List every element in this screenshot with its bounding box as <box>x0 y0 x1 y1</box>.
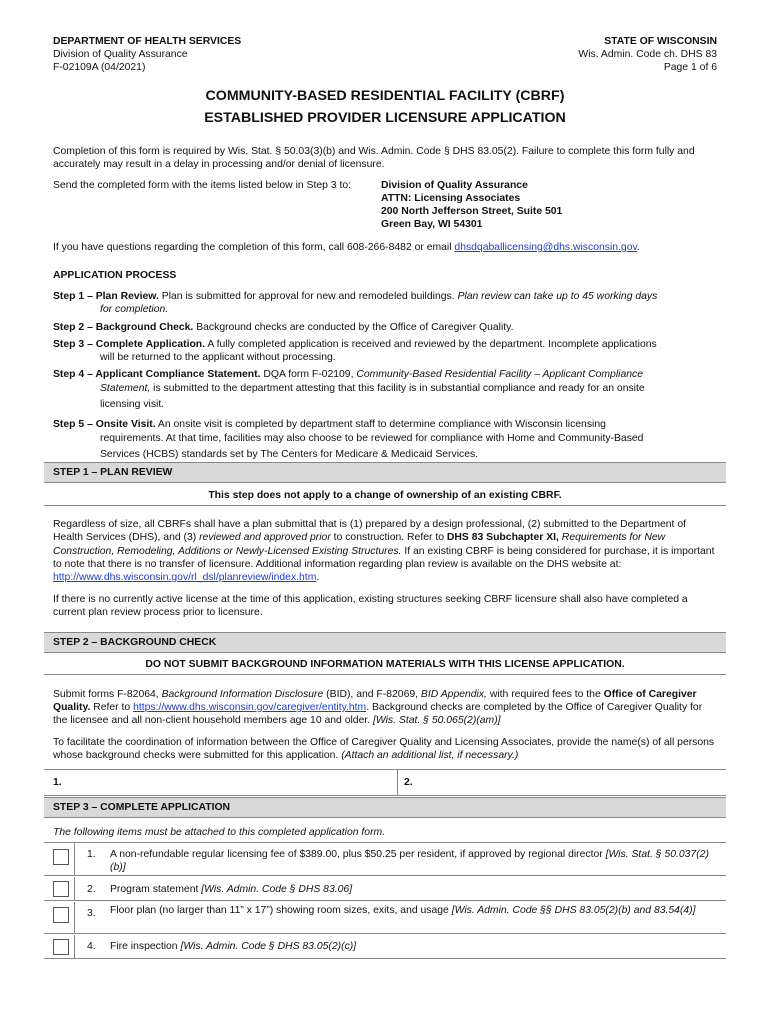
text-italic: (Attach an additional list, if necessary.) <box>341 750 519 761</box>
step-text-italic: Statement, <box>100 383 151 394</box>
step2-section-header: STEP 2 – BACKGROUND CHECK <box>44 632 726 653</box>
step-text: will be returned to the applicant without processing. <box>100 352 336 363</box>
citation: [Wis. Stat. § 50.037(2)(b)] <box>110 849 709 873</box>
name-label: 2. <box>404 777 413 788</box>
text: Floor plan (no larger than 11” x 17”) showing room sizes, exits, and usage <box>110 905 452 916</box>
item-text <box>110 904 720 917</box>
questions-suffix: . <box>636 242 640 253</box>
attachment-item <box>44 843 726 876</box>
division-name: Division of Quality Assurance <box>53 49 188 60</box>
step-text: DQA form F-02109, <box>260 369 357 380</box>
address-line: 200 North Jefferson Street, Suite 501 <box>381 206 563 217</box>
step1-section-header: STEP 1 – PLAN REVIEW <box>44 462 726 483</box>
text: Program statement <box>110 884 202 895</box>
citation: [Wis. Admin. Code §§ DHS 83.05(2)(b) and 83.54(4)] <box>451 905 696 916</box>
completion-notice: Completion of this form is required by Wis. Stat. § 50.03(3)(b) and Wis. Admin. Code § DHS 83.05(2). Failure to complete this form fully and accurately may result in a delay in processing and/or denial of licensure. <box>53 146 695 170</box>
text: If an existing CBRF is being considered for purchase, it is important to note that there is no transfer of licensure. Additional information regarding plan review is available on the DHS website at: <box>53 545 715 570</box>
caregiver-link[interactable]: https://www.dhs.wisconsin.gov/caregiver/entity.htm <box>133 702 367 713</box>
department-name: DEPARTMENT OF HEALTH SERVICES <box>53 36 242 47</box>
process-step-1 <box>53 290 717 316</box>
background-names-instructions <box>53 736 717 762</box>
text: Regardless of size, all CBRFs shall have a plan submittal that is (1) prepared by a design professional, (2) submitted to the Department of Health Services (DHS), and (3) <box>53 519 686 544</box>
process-step-5 <box>53 418 717 463</box>
item-number: 3. <box>87 908 96 919</box>
name-field-2[interactable] <box>404 770 722 795</box>
cell-divider <box>397 770 398 795</box>
step-text: A fully completed application is received and reviewed by the department. Incomplete applications <box>205 339 657 350</box>
attachment-item <box>44 877 726 901</box>
step-text-italic: Community-Based Residential Facility – Applicant Compliance <box>356 369 643 380</box>
text: . <box>316 572 320 584</box>
step3-section-header: STEP 3 – COMPLETE APPLICATION <box>44 797 726 818</box>
step-text: is submitted to the department attesting that this facility is in substantial compliance and ready for an onsite <box>150 383 645 394</box>
attachment-checkbox[interactable] <box>53 907 69 923</box>
attachments-intro: The following items must be attached to this completed application form. <box>53 827 386 838</box>
attachment-item <box>44 935 726 959</box>
step-label: Step 5 – Onsite Visit. <box>53 419 156 430</box>
background-check-paragraph <box>53 688 717 727</box>
text-italic: Background Information Disclosure <box>161 689 324 700</box>
address-line: ATTN: Licensing Associates <box>381 193 521 204</box>
citation: [Wis. Admin. Code § DHS 83.05(2)(c)] <box>180 941 357 952</box>
text-italic: reviewed and approved prior <box>199 532 331 544</box>
attachment-checkbox[interactable] <box>53 939 69 955</box>
form-number: F-02109A (04/2021) <box>53 62 146 73</box>
text: Fire inspection <box>110 941 181 952</box>
process-step-4 <box>53 368 717 413</box>
page-number: Page 1 of 6 <box>663 62 717 73</box>
mailing-address <box>381 179 711 231</box>
step-text: Plan is submitted for approval for new and remodeled buildings. <box>158 291 458 302</box>
step-text: licensing visit. <box>100 399 165 410</box>
address-line: Division of Quality Assurance <box>381 180 528 191</box>
questions-text: If you have questions regarding the completion of this form, call 608-266-8482 or email <box>53 242 455 253</box>
plan-review-paragraph <box>53 518 717 584</box>
application-process-heading: APPLICATION PROCESS <box>53 270 177 281</box>
name-label: 1. <box>53 777 62 788</box>
step-text: An onsite visit is completed by department staff to determine compliance with Wisconsin licensing <box>155 419 606 430</box>
column-divider <box>74 935 75 958</box>
attachment-checkbox[interactable] <box>53 881 69 897</box>
agency-header <box>53 35 353 74</box>
item-text <box>110 848 720 874</box>
state-name: STATE OF WISCONSIN <box>604 36 717 47</box>
item-number: 2. <box>87 884 96 895</box>
text: To facilitate the coordination of information between the Office of Caregiver Quality and Licensing Associates, provide the name(s) of all persons whose background checks were submitted for this application. <box>53 737 715 761</box>
process-step-2 <box>53 321 717 334</box>
item-text <box>110 940 720 953</box>
column-divider <box>74 902 75 933</box>
form-title-line1: COMMUNITY-BASED RESIDENTIAL FACILITY (CBRF) <box>205 88 565 104</box>
contact-email-link[interactable]: dhsdqaballicensing@dhs.wisconsin.gov <box>454 242 637 253</box>
background-names-row <box>44 769 726 796</box>
admin-code: Wis. Admin. Code ch. DHS 83 <box>578 49 717 60</box>
name-field-1[interactable] <box>53 770 393 795</box>
text-bold: DHS 83 Subchapter XI, <box>446 532 559 544</box>
form-title-line2: ESTABLISHED PROVIDER LICENSURE APPLICATION <box>204 110 566 126</box>
column-divider <box>74 843 75 875</box>
item-text <box>110 883 720 896</box>
step-label: Step 1 – Plan Review. <box>53 291 159 302</box>
text: Refer to <box>90 702 134 713</box>
citation: [Wis. Admin. Code § DHS 83.06] <box>201 884 353 895</box>
step-text: Background checks are conducted by the Office of Caregiver Quality. <box>193 322 514 333</box>
text: Submit forms F-82064, <box>53 689 162 700</box>
item-number: 1. <box>87 849 96 860</box>
plan-review-note: If there is no currently active license at the time of this application, existing structures seeking CBRF licensure shall also have completed a current plan review process prior to licensure. <box>53 594 688 618</box>
state-header <box>417 35 717 74</box>
text: A non-refundable regular licensing fee of $389.00, plus $50.25 per resident, if approved by regional director <box>110 849 606 860</box>
step-text-italic: Plan review can take up to 45 working days <box>457 291 658 302</box>
step-text-italic: for completion. <box>100 304 169 315</box>
text: . Background checks are completed by the Office of Caregiver Quality for the licensee and all non-client household members age 10 and older. <box>53 702 703 726</box>
text-italic: BID Appendix, <box>420 689 487 700</box>
attachment-checkbox[interactable] <box>53 849 69 865</box>
attachment-item <box>44 902 726 934</box>
text: to construction. Refer to <box>330 532 447 544</box>
step-label: Step 4 – Applicant Compliance Statement. <box>53 369 261 380</box>
text-bold: Office of Caregiver Quality. <box>53 689 697 713</box>
step1-notice: This step does not apply to a change of ownership of an existing CBRF. <box>44 486 726 506</box>
step-label: Step 2 – Background Check. <box>53 322 194 333</box>
questions-contact <box>53 241 717 254</box>
step-text: Services (HCBS) standards set by The Centers for Medicare & Medicaid Services. <box>100 449 479 460</box>
text-italic: [Wis. Stat. § 50.065(2)(am)] <box>373 715 501 726</box>
step-label: Step 3 – Complete Application. <box>53 339 206 350</box>
step2-notice: DO NOT SUBMIT BACKGROUND INFORMATION MATERIALS WITH THIS LICENSE APPLICATION. <box>44 655 726 675</box>
text: (BID), and F-82069, <box>323 689 421 700</box>
column-divider <box>74 877 75 900</box>
process-step-3 <box>53 338 717 364</box>
plan-review-link[interactable]: http://www.dhs.wisconsin.gov/rl_dsl/planreview/index.htm <box>53 572 317 584</box>
address-line: Green Bay, WI 54301 <box>381 219 483 230</box>
item-number: 4. <box>87 941 96 952</box>
send-prefix: Send the completed form with the items listed below in Step 3 to: <box>53 180 352 191</box>
text: with required fees to the <box>486 689 604 700</box>
step-text: requirements. At that time, facilities may also choose to be reviewed for compliance with Home and Community-Based <box>100 433 644 444</box>
text-italic: Requirements for New Construction, Remodeling, Additions or Newly-Licensed Existing Structures. <box>53 532 666 557</box>
